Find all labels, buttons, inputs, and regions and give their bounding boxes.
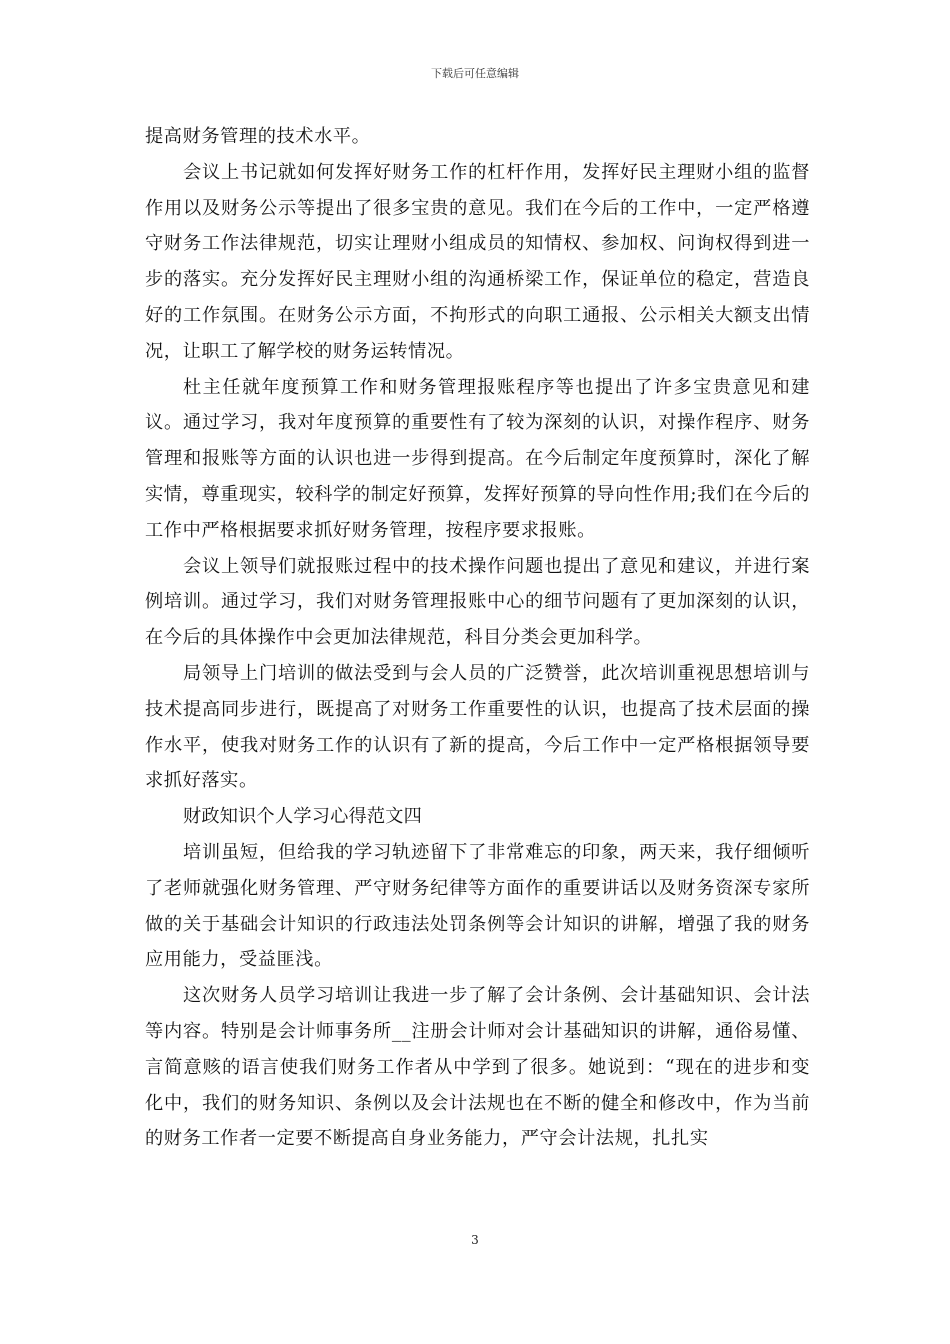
paragraph-continuation: 提高财务管理的技术水平。 xyxy=(145,126,371,147)
paragraph: 会议上领导们就报账过程中的技术操作问题也提出了意见和建议，并进行案例培训。通过学习，我们对财务管理报账中心的细节问题有了更加深刻的认识，在今后的具体操作中会更加法律规范，科目分类会更加科学。 xyxy=(145,555,810,649)
paragraph: 会议上书记就如何发挥好财务工作的杠杆作用，发挥好民主理财小组的监督作用以及财务公示等提出了很多宝贵的意见。我们在今后的工作中，一定严格遵守财务工作法律规范，切实让理财小组成员的知情权、参加权、问询权得到进一步的落实。充分发挥好民主理财小组的沟通桥梁工作，保证单位的稳定，营造良好的工作氛围。在财务公示方面，不拘形式的向职工通报、公示相关大额支出情况，让职工了解学校的财务运转情况。 xyxy=(145,161,810,362)
paragraph: 局领导上门培训的做法受到与会人员的广泛赞誉，此次培训重视思想培训与技术提高同步进行，既提高了对财务工作重要性的认识，也提高了技术层面的操作水平，使我对财务工作的认识有了新的提高，今后工作中一定严格根据领导要求抓好落实。 xyxy=(145,662,810,792)
paragraph: 培训虽短，但给我的学习轨迹留下了非常难忘的印象，两天来，我仔细倾听了老师就强化财务管理、严守财务纪律等方面作的重要讲话以及财务资深专家所做的关于基础会计知识的行政违法处罚条例等会计知识的讲解，增强了我的财务应用能力，受益匪浅。 xyxy=(145,841,810,971)
page-number: 3 xyxy=(471,1233,479,1247)
page-header: 下载后可任意编辑 xyxy=(431,67,519,80)
section-heading: 财政知识个人学习心得范文四 xyxy=(183,806,423,828)
paragraph: 杜主任就年度预算工作和财务管理报账程序等也提出了许多宝贵意见和建议。通过学习，我对年度预算的重要性有了较为深刻的认识，对操作程序、财务管理和报账等方面的认识也进一步得到提高。在今后制定年度预算时，深化了解实情，尊重现实，较科学的制定好预算，发挥好预算的导向性作用;我们在今后的工作中严格根据要求抓好财务管理，按程序要求报账。 xyxy=(145,376,810,541)
document-body xyxy=(145,119,810,1157)
paragraph: 这次财务人员学习培训让我进一步了解了会计条例、会计基础知识、会计法等内容。特别是会计师事务所__注册会计师对会计基础知识的讲解，通俗易懂、言简意赅的语言使我们财务工作者从中学到了很多。她说到：“现在的进步和变化中，我们的财务知识、条例以及会计法规也在不断的健全和修改中，作为当前的财务工作者一定要不断提高自身业务能力，严守会计法规，扎扎实 xyxy=(145,985,810,1150)
